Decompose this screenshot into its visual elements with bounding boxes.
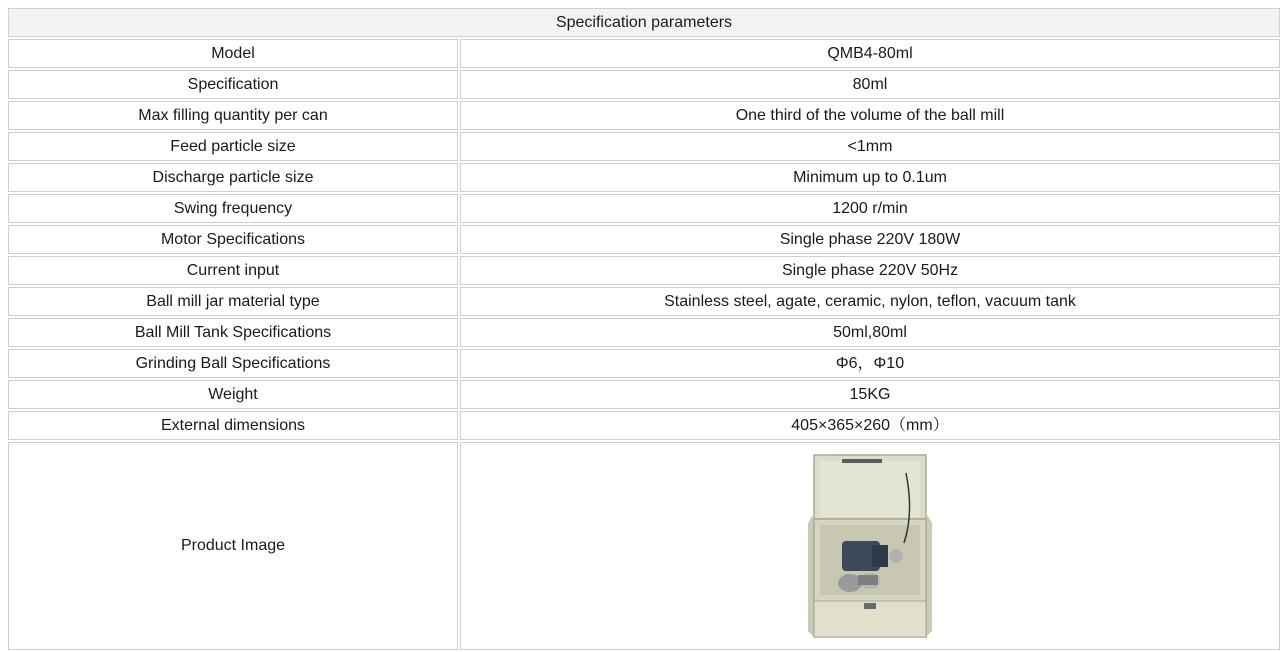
- row-value: Minimum up to 0.1um: [460, 163, 1280, 192]
- row-value: Stainless steel, agate, ceramic, nylon, teflon, vacuum tank: [460, 287, 1280, 316]
- row-value: Single phase 220V 180W: [460, 225, 1280, 254]
- table-row-image: [8, 442, 1280, 650]
- table-row: [8, 101, 1280, 130]
- row-label: Feed particle size: [8, 132, 458, 161]
- row-label: Swing frequency: [8, 194, 458, 223]
- row-label: External dimensions: [8, 411, 458, 440]
- spec-table-container: [6, 6, 1282, 652]
- specification-table: [6, 6, 1282, 652]
- table-row: [8, 194, 1280, 223]
- table-row: [8, 380, 1280, 409]
- row-value: 15KG: [460, 380, 1280, 409]
- table-row: [8, 225, 1280, 254]
- table-row: [8, 411, 1280, 440]
- table-row: [8, 163, 1280, 192]
- table-row: [8, 287, 1280, 316]
- row-label: Model: [8, 39, 458, 68]
- row-label: Ball Mill Tank Specifications: [8, 318, 458, 347]
- table-row: [8, 132, 1280, 161]
- row-value: <1mm: [460, 132, 1280, 161]
- ball-mill-machine-photo-icon: [806, 453, 934, 639]
- row-label: Product Image: [8, 442, 458, 650]
- product-image-cell: [460, 442, 1280, 650]
- table-header: Specification parameters: [8, 8, 1280, 37]
- row-value: Single phase 220V 50Hz: [460, 256, 1280, 285]
- row-label: Ball mill jar material type: [8, 287, 458, 316]
- row-value: 80ml: [460, 70, 1280, 99]
- table-row: [8, 39, 1280, 68]
- row-label: Weight: [8, 380, 458, 409]
- row-label: Max filling quantity per can: [8, 101, 458, 130]
- row-value: 1200 r/min: [460, 194, 1280, 223]
- row-value: 405×365×260（mm）: [460, 411, 1280, 440]
- row-label: Motor Specifications: [8, 225, 458, 254]
- row-label: Discharge particle size: [8, 163, 458, 192]
- row-label: Current input: [8, 256, 458, 285]
- row-value: One third of the volume of the ball mill: [460, 101, 1280, 130]
- table-row: [8, 349, 1280, 378]
- table-row: [8, 256, 1280, 285]
- row-value: Φ6，Φ10: [460, 349, 1280, 378]
- table-row: [8, 318, 1280, 347]
- row-label: Specification: [8, 70, 458, 99]
- row-value: 50ml,80ml: [460, 318, 1280, 347]
- table-header-row: [8, 8, 1280, 37]
- table-row: [8, 70, 1280, 99]
- row-label: Grinding Ball Specifications: [8, 349, 458, 378]
- row-value: QMB4-80ml: [460, 39, 1280, 68]
